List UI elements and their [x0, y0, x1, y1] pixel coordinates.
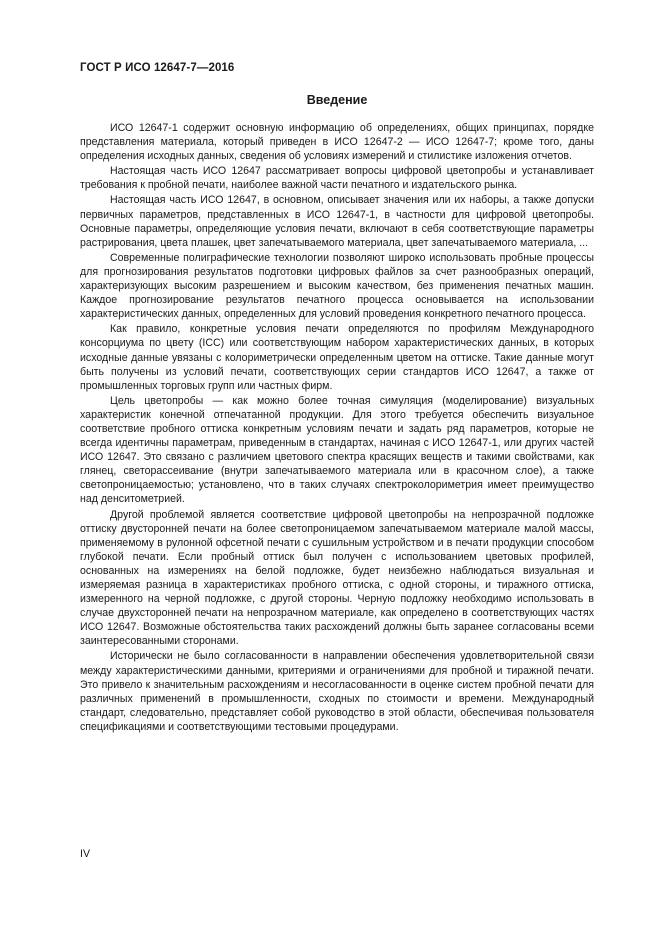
page-number: IV [80, 848, 91, 860]
paragraph-4: Современные полиграфические технологии позволяют широко использовать пробные процессы для прогнозирования результатов подготовки цифровых файлов за счет разнообразных операций, характеризующих высоким разрешением и высоким качеством, без применения печатных машин. Каждое прогнозирование результатов печатного процесса основывается на использовании характеристических данных, определенных для условий проведения конкретного печатного процесса. [80, 251, 594, 321]
body-text [80, 121, 594, 734]
paragraph-8: Исторически не было согласованности в направлении обеспечения удовлетворительной связи между характеристическими данными, критериями и ограничениями для пробной и тиражной печати. Это привело к значительным расхождениям и несогласованности в оценке систем пробной печати для различных применений в промышленности, сходных по стоимости и времени. Международный стандарт, следовательно, представляет собой руководство в этой области, обеспечивая пользователя спецификациями и соответствующими тестовыми процедурами. [80, 650, 594, 733]
standard-designation: ГОСТ Р ИСО 12647-7—2016 [80, 62, 235, 74]
paragraph-2: Настоящая часть ИСО 12647 рассматривает вопросы цифровой цветопробы и устанавливает требования к пробной печати, наиболее важной части печатного и издательского рынка. [80, 165, 594, 192]
paragraph-6: Цель цветопробы — как можно более точная симуляция (моделирование) визуальных характеристик конечной отпечатанной продукции. Для этого требуется обеспечить визуальное соответствие пробного оттиска конкретным условиям печати и задать ряд параметров, которые не всегда идентичны параметрам, приведенным в стандартах, начиная с ИСО 12647-1, или других частей ИСО 12647. Это связано с различием цветового спектра красящих веществ и такими свойствами, как глянец, светорассеивание (внутри запечатываемого материала или в красочном слое), а также светопроницаемостью; установлено, что в таких случаях спектроколориметрия имеет преимущество над денситометрией. [80, 394, 594, 506]
paragraph-3: Настоящая часть ИСО 12647, в основном, описывает значения или их наборы, а также допуски первичных параметров, представленных в ИСО 12647-1, в частности для цифровой цветопробы. Основные параметры, определяющие условия печати, включают в себя соответствующие параметры растрирования, цвета плашек, цвет запечатываемого материала, цвет запечатываемого материала, ... [80, 194, 594, 249]
section-title: Введение [306, 93, 368, 107]
paragraph-1: ИСО 12647-1 содержит основную информацию об определениях, общих принципах, порядке представления материала, который приведен в ИСО 12647-2 — ИСО 12647-7; кроме того, даны определения исходных данных, сведения об условиях измерений и стилистике изложения отчетов. [80, 122, 594, 163]
paragraph-5: Как правило, конкретные условия печати определяются по профилям Международного консорциума по цвету (ICC) или соответствующим набором характеристических данных, в которых исходные данные увязаны с колориметрически определенным цветом на оттиске. Такие данные могут быть получены из условий печати, соответствующих серии стандартов ИСО 12647, а также от промышленных торговых групп или частных фирм. [80, 323, 594, 392]
paragraph-7: Другой проблемой является соответствие цифровой цветопробы на непрозрачной подложке оттиску двусторонней печати на более светопроницаемом запечатываемом материале малой массы, применяемому в рулонной офсетной печати с сушильным устройством и в печати продукции способом глубокой печати. Если пробный оттиск был получен с использованием цветовых профилей, основанных на измерениях на белой подложке, будет неизбежно наблюдаться визуальная и измеряемая разница в характеристиках пробного оттиска, с одной стороны, и тиражного оттиска, измеренного на черной подложке, с другой стороны. Черную подложку необходимо использовать в случае двухсторонней печати на непрозрачном материале, как определено в соответствующих частях ИСО 12647. Возможные обстоятельства таких расхождений должны быть заранее согласованы всеми заинтересованными сторонами. [80, 508, 594, 648]
